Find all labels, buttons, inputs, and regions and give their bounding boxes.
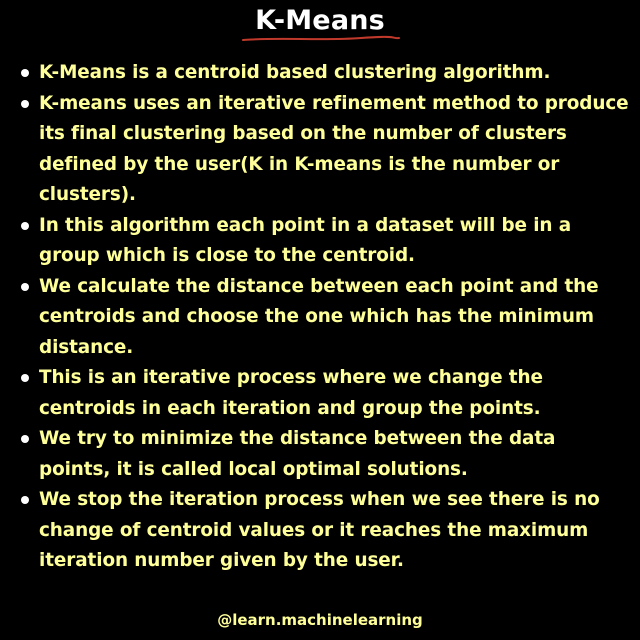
title-underline [241, 34, 401, 44]
list-item [20, 272, 630, 364]
list-item-text: In this algorithm each point in a dataset will be in a group which is close to the centroid. [39, 214, 572, 266]
list-item-text: We calculate the distance between each point and the centroids and choose the one which has the minimum distance. [39, 275, 599, 358]
list-item-text: We stop the iteration process when we see there is no change of centroid values or it reaches the maximum iteration number given by the user. [39, 489, 600, 571]
list-item [20, 211, 630, 272]
bullet-list [20, 58, 630, 577]
title-container [0, 4, 640, 38]
bullet-dot-icon [21, 435, 29, 443]
list-item-text: This is an iterative process where we change the centroids in each iteration and group the points. [39, 367, 543, 419]
bullet-dot-icon [21, 283, 29, 291]
list-item [20, 424, 630, 485]
list-item [20, 485, 630, 577]
list-item [20, 363, 630, 424]
bullet-dot-icon [21, 496, 29, 504]
list-item [20, 58, 630, 89]
list-item-text: We try to minimize the distance between the data points, it is called local optimal solutions. [39, 428, 556, 480]
bullet-dot-icon [21, 222, 29, 230]
author-handle: @learn.machinelearning [217, 611, 423, 629]
list-item [20, 89, 630, 211]
bullet-dot-icon [21, 69, 29, 77]
bullet-dot-icon [21, 374, 29, 382]
list-item-text: K-means uses an iterative refinement method to produce its final clustering based on the number of clusters defined by the user(K in K-means is the number or clusters). [39, 92, 629, 205]
bullet-dot-icon [21, 100, 29, 108]
list-item-text: K-Means is a centroid based clustering algorithm. [39, 62, 551, 83]
page-title: K-Means [255, 5, 385, 36]
